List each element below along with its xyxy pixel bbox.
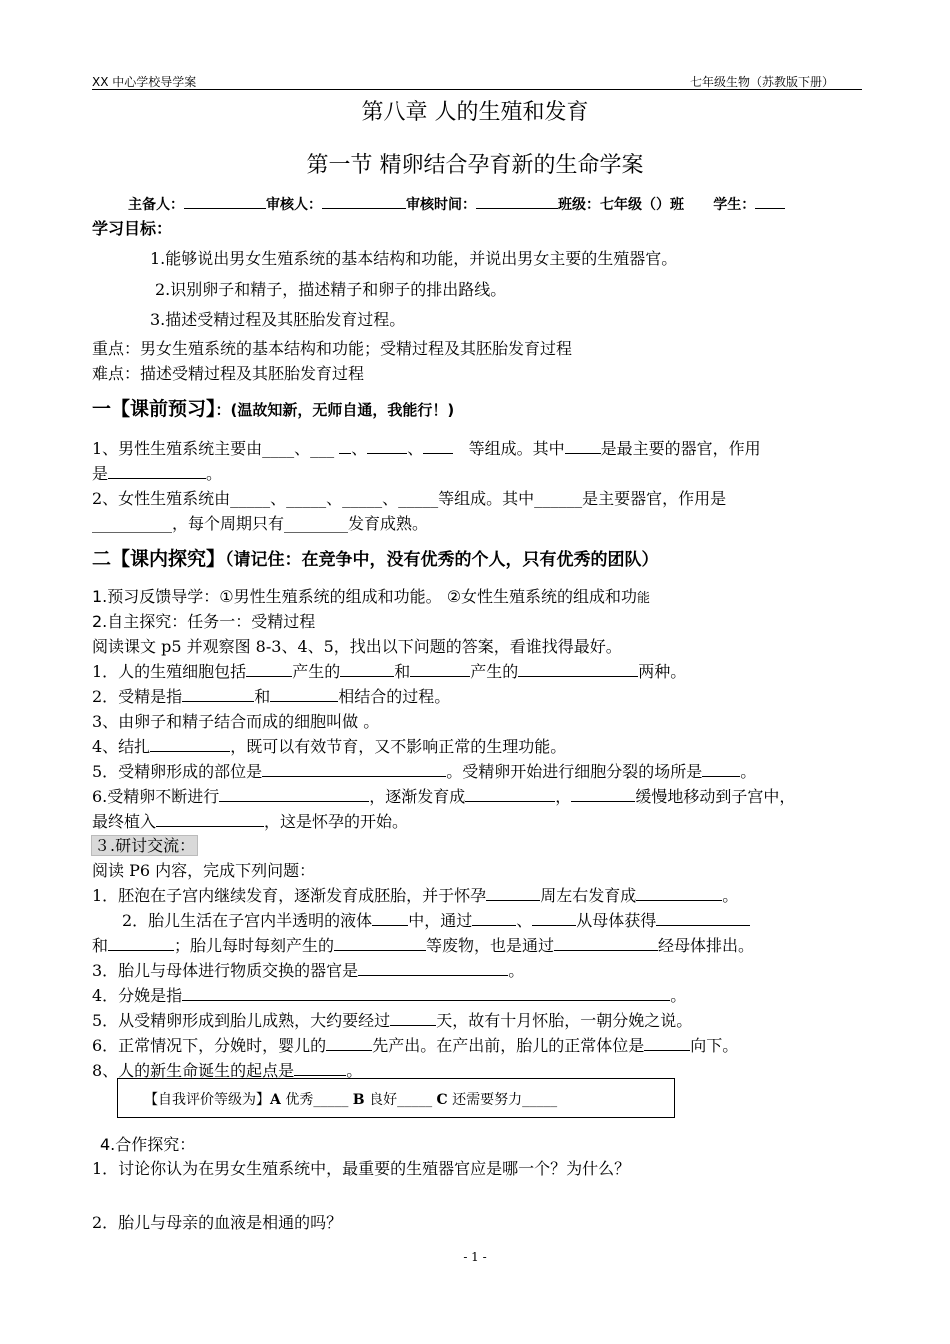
header-rule — [92, 89, 862, 90]
section1-heading: 一【课前预习】 — [92, 398, 216, 420]
info-time: 审核时间： — [406, 197, 476, 213]
preview-q2-cont: __________，每个周期只有________发育成熟。 — [92, 514, 429, 533]
preview-q1-cont: 是 。 — [92, 464, 223, 483]
question-a2: 2．受精是指 和 相结合的过程。 — [92, 687, 451, 706]
task-one: 2.自主探究：任务一：受精过程 — [92, 612, 316, 631]
info-class: 班级：七年级（）班 — [558, 197, 684, 213]
reading-instruction: 阅读课文 p5 并观察图 8-3、4、5，找出以下问题的答案，看谁找得最好。 — [92, 637, 622, 656]
goals-heading: 学习目标： — [92, 219, 173, 238]
section2-header — [92, 544, 659, 571]
info-line — [128, 194, 785, 214]
cooperation-heading: 4.合作探究： — [100, 1135, 196, 1154]
key-points: 重点：男女生殖系统的基本结构和功能；受精过程及其胚胎发育过程 — [92, 339, 573, 358]
info-author: 主备人： — [128, 197, 184, 213]
question-b6: 6．正常情况下，分娩时，婴儿的 先产出。在产出前，胎儿的正常体位是 向下。 — [92, 1036, 739, 1055]
reading-instruction-2: 阅读 P6 内容，完成下列问题： — [92, 861, 316, 880]
section1-motto: ：(温故知新，无师自通，我能行！) — [215, 401, 455, 419]
info-student: 学生： — [713, 197, 756, 213]
question-b3: 3．胎儿与母体进行物质交换的器官是 。 — [92, 961, 525, 980]
self-evaluation: 【自我评价等级为】A 优秀_____ B 良好_____ C 还需要努力_____ — [144, 1092, 558, 1108]
difficult-points: 难点：描述受精过程及其胚胎发育过程 — [92, 364, 365, 383]
question-b1: 1．胚泡在子宫内继续发育，逐渐发育成胚胎，并于怀孕 周左右发育成 。 — [92, 886, 739, 905]
section1-header — [92, 394, 454, 421]
question-c1: 1．讨论你认为在男女生殖系统中，最重要的生殖器官应是哪一个？为什么？ — [92, 1159, 631, 1178]
question-a4: 4、结扎 ，既可以有效节育，又不影响正常的生理功能。 — [92, 737, 567, 756]
goal-item: 3.描述受精过程及其胚胎发育过程。 — [150, 310, 406, 329]
goal-item: 2.识别卵子和精子，描述精子和卵子的排出路线。 — [155, 280, 507, 299]
question-b5: 5．从受精卵形成到胎儿成熟，大约要经过 天，故有十月怀胎，一朝分娩之说。 — [92, 1011, 693, 1030]
chapter-title: 第八章 人的生殖和发育 — [361, 100, 589, 125]
question-a5: 5．受精卵形成的部位是 。受精卵开始进行细胞分裂的场所是 。 — [92, 762, 757, 781]
question-a1: 1．人的生殖细胞包括 产生的 和 产生的 两种。 — [92, 662, 687, 681]
question-a6-cont: 最终植入 ，这是怀孕的开始。 — [92, 812, 409, 831]
header-right: 七年级生物（苏教版下册） — [690, 75, 835, 89]
question-c2: 2．胎儿与母亲的血液是相通的吗？ — [92, 1213, 343, 1232]
question-b8: 8、人的新生命诞生的起点是 。 — [92, 1061, 363, 1080]
section2-motto: （请记住：在竞争中，没有优秀的个人，只有优秀的团队） — [225, 550, 659, 570]
lesson-title: 第一节 精卵结合孕育新的生命学案 — [306, 153, 644, 178]
feedback-guide: 1.预习反馈导学：①男性生殖系统的组成和功能。 ②女性生殖系统的组成和功能 — [92, 587, 651, 606]
question-b2: 2．胎儿生活在子宫内半透明的液体 中，通过 、 从母体获得 — [122, 908, 750, 931]
preview-q2: 2、女性生殖系统由_____、_____、_____、_____等组成。其中______是主要器官，作用是 — [92, 489, 727, 508]
question-b4: 4．分娩是指 。 — [92, 986, 687, 1005]
question-b2-cont: 和 ；胎儿每时每刻产生的 等废物，也是通过 经母体排出。 — [92, 936, 755, 955]
discussion-heading: ３.研讨交流： — [91, 833, 198, 856]
header-left: XX 中心学校导学案 — [92, 75, 197, 89]
page-number: - 1 - — [463, 1250, 487, 1264]
info-reviewer: 审核人： — [266, 197, 322, 213]
question-a6: 6.受精卵不断进行 ，逐渐发育成 ， 缓慢地移动到子宫中， — [92, 787, 796, 806]
section2-heading: 二【课内探究】 — [92, 548, 226, 570]
question-a3: 3、由卵子和精子结合而成的细胞叫做 。 — [92, 712, 380, 731]
preview-q1: 1、男性生殖系统主要由____、___ 、 、 等组成。其中 是最主要的器官，作用 — [92, 439, 761, 458]
goal-item: 1.能够说出男女生殖系统的基本结构和功能，并说出男女主要的生殖器官。 — [150, 249, 678, 268]
